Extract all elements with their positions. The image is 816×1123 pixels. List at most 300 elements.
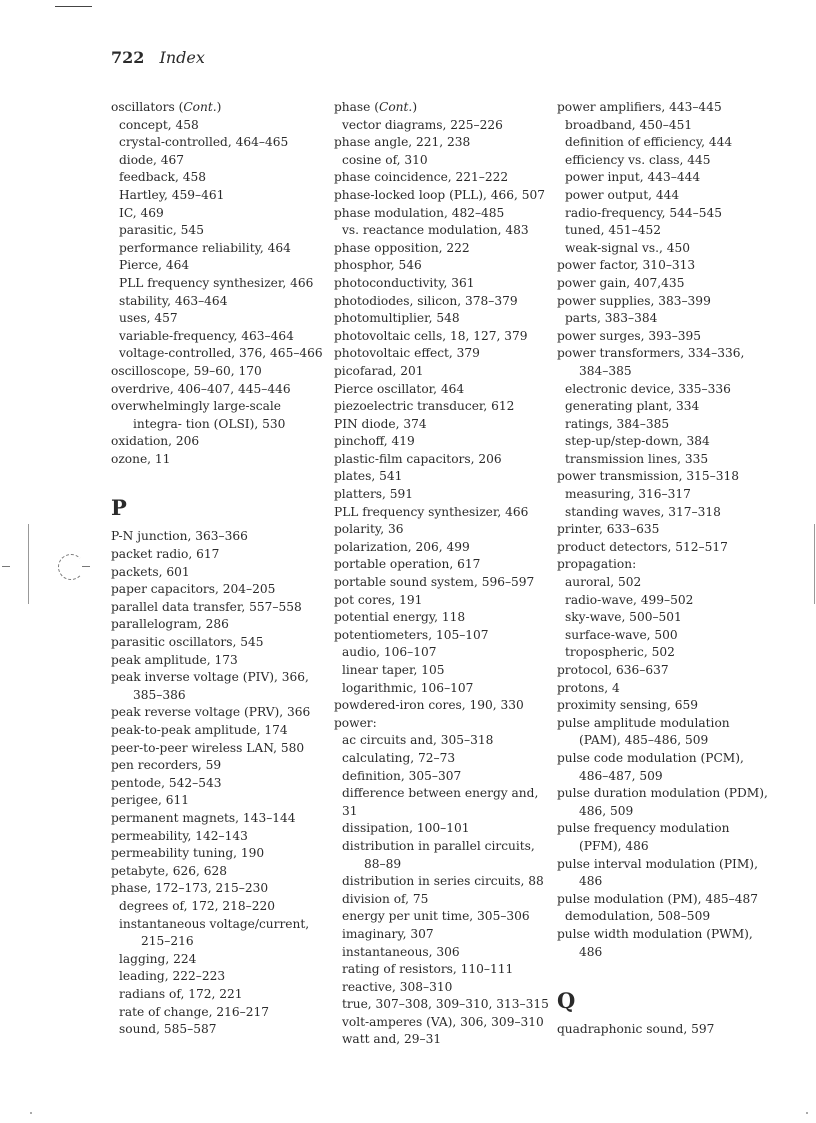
- crop-mark-top: [55, 6, 92, 7]
- index-subentry: [111, 898, 326, 916]
- index-entry: [111, 564, 326, 582]
- index-subentry: [334, 152, 549, 170]
- entry-text: vs. reactance modulation, 483: [342, 223, 529, 238]
- index-entry: [557, 1021, 772, 1039]
- entry-text: phase, 172–173, 215–230: [111, 881, 269, 896]
- entry-text: phase-locked loop (PLL), 466, 507: [334, 187, 546, 202]
- entry-text: lagging, 224: [119, 951, 197, 966]
- running-header: [111, 48, 205, 67]
- index-entry: [334, 627, 549, 645]
- entry-text: instantaneous, 306: [342, 944, 460, 959]
- index-subentry: [111, 134, 326, 152]
- index-entry: [557, 468, 772, 486]
- index-entry: [334, 345, 549, 363]
- entry-text: radio-wave, 499–502: [565, 592, 694, 607]
- index-subentry: [557, 117, 772, 135]
- index-entry: [557, 662, 772, 680]
- index-entry: [334, 468, 549, 486]
- entry-text: difference between energy and, 31: [342, 786, 539, 818]
- entry-text: photovoltaic cells, 18, 127, 379: [334, 328, 528, 343]
- index-subentry: [111, 257, 326, 275]
- entry-text: power factor, 310–313: [557, 258, 696, 273]
- entry-continuation: 486: [579, 874, 603, 889]
- index-entry: [111, 810, 326, 828]
- entry-text: transmission lines, 335: [565, 451, 709, 466]
- entry-text: packet radio, 617: [111, 547, 220, 562]
- entry-text: variable-frequency, 463–464: [119, 328, 294, 343]
- registration-mark-icon: [58, 554, 84, 580]
- margin-rule-left: [28, 524, 29, 604]
- index-subentry: [557, 152, 772, 170]
- entry-text: pulse modulation (PM), 485–487: [557, 891, 759, 906]
- entry-text: plastic-film capacitors, 206: [334, 451, 502, 466]
- index-subentry: [334, 891, 549, 909]
- index-subentry: [334, 768, 549, 786]
- entry-text: permanent magnets, 143–144: [111, 810, 296, 825]
- index-entry: [334, 205, 549, 223]
- index-entry: [557, 257, 772, 275]
- entry-text: imaginary, 307: [342, 926, 434, 941]
- entry-text: vector diagrams, 225–226: [342, 117, 503, 132]
- index-entry: [111, 828, 326, 846]
- entry-continuation: 486–487, 509: [579, 768, 663, 783]
- index-entry: [557, 820, 772, 855]
- entry-text: peak inverse voltage (PIV), 366,: [111, 670, 309, 685]
- entry-text: perigee, 611: [111, 793, 189, 808]
- index-entry: [111, 757, 326, 775]
- index-subentry: [334, 996, 549, 1014]
- entry-text: parts, 383–384: [565, 311, 658, 326]
- entry-text: efficiency vs. class, 445: [565, 152, 711, 167]
- index-subentry: [334, 961, 549, 979]
- entry-text: watt and, 29–31: [342, 1032, 442, 1047]
- entry-text: phase opposition, 222: [334, 240, 470, 255]
- entry-continuation: 385–386: [133, 687, 186, 702]
- entry-text: potential energy, 118: [334, 610, 466, 625]
- entry-text: PIN diode, 374: [334, 416, 427, 431]
- index-entry: [111, 863, 326, 881]
- index-entry: [334, 416, 549, 434]
- index-entry: [111, 433, 326, 451]
- index-entry: [111, 792, 326, 810]
- entry-text: photodiodes, silicon, 378–379: [334, 293, 518, 308]
- index-subentry: [557, 486, 772, 504]
- index-entry: [334, 574, 549, 592]
- index-entry: [557, 856, 772, 891]
- index-subentry: [111, 169, 326, 187]
- index-subentry: [557, 908, 772, 926]
- index-subentry: [111, 345, 326, 363]
- entry-text: oscilloscope, 59–60, 170: [111, 363, 262, 378]
- index-entry: [557, 99, 772, 117]
- registration-dash-left: [2, 566, 10, 567]
- entry-text: proximity sensing, 659: [557, 698, 698, 713]
- entry-text: peak reverse voltage (PRV), 366: [111, 705, 311, 720]
- entry-text: powdered-iron cores, 190, 330: [334, 698, 524, 713]
- entry-continuation: 486: [625, 838, 649, 853]
- index-entry: [557, 715, 772, 750]
- index-entry: [334, 539, 549, 557]
- index-entry: [111, 99, 326, 117]
- index-entry: [334, 398, 549, 416]
- index-subentry: [557, 433, 772, 451]
- index-entry: [334, 715, 549, 733]
- index-subentry: [557, 644, 772, 662]
- index-subentry: [111, 240, 326, 258]
- index-column-3: [557, 99, 772, 1039]
- entry-text: logarithmic, 106–107: [342, 680, 474, 695]
- entry-text: feedback, 458: [119, 170, 207, 185]
- index-subentry: [111, 152, 326, 170]
- entry-text: voltage-controlled, 376, 465–466: [119, 346, 323, 361]
- entry-text: Hartley, 459–461: [119, 187, 225, 202]
- index-entry: [111, 722, 326, 740]
- entry-text: phase coincidence, 221–222: [334, 170, 509, 185]
- entry-text: crystal-controlled, 464–465: [119, 135, 289, 150]
- entry-text: polarity, 36: [334, 522, 404, 537]
- index-subentry: [334, 732, 549, 750]
- index-subentry: [111, 968, 326, 986]
- section-letter-heading: P: [111, 495, 127, 521]
- page-number: 722: [111, 48, 145, 67]
- index-subentry: [557, 574, 772, 592]
- entry-text: P-N junction, 363–366: [111, 529, 248, 544]
- entry-text: portable sound system, 596–597: [334, 575, 535, 590]
- index-entry: [334, 592, 549, 610]
- entry-text: distribution in series circuits, 88: [342, 874, 544, 889]
- entry-text: parallelogram, 286: [111, 617, 229, 632]
- index-entry: [111, 880, 326, 898]
- entry-text: photoconductivity, 361: [334, 275, 475, 290]
- section-letter-heading: Q: [557, 988, 576, 1014]
- index-subentry: [334, 680, 549, 698]
- entry-text: electronic device, 335–336: [565, 381, 731, 396]
- index-subentry: [334, 662, 549, 680]
- entry-text: propagation:: [557, 557, 637, 572]
- entry-text: distribution in parallel circuits,: [342, 838, 535, 853]
- index-entry: [557, 785, 772, 820]
- index-entry: [334, 381, 549, 399]
- entry-text-close: ): [216, 100, 222, 114]
- entry-text: reactive, 308–310: [342, 979, 453, 994]
- index-entry: [334, 451, 549, 469]
- entry-text: pulse frequency modulation (PFM),: [557, 821, 730, 853]
- index-subentry: [557, 416, 772, 434]
- entry-text: diode, 467: [119, 152, 185, 167]
- index-entry: [334, 504, 549, 522]
- index-subentry: [334, 117, 549, 135]
- entry-text: radians of, 172, 221: [119, 986, 243, 1001]
- index-subentry: [334, 944, 549, 962]
- index-subentry: [557, 627, 772, 645]
- index-entry: [334, 556, 549, 574]
- entry-text: pinchoff, 419: [334, 434, 415, 449]
- entry-text: quadraphonic sound, 597: [557, 1022, 715, 1037]
- entry-continuation: 486, 509: [579, 803, 634, 818]
- index-subentry: [111, 1021, 326, 1039]
- index-subentry: [111, 222, 326, 240]
- index-entry: [111, 581, 326, 599]
- entry-text: permeability tuning, 190: [111, 846, 265, 861]
- entry-text: pulse duration modulation (PDM),: [557, 786, 768, 801]
- index-entry: [111, 616, 326, 634]
- entry-text: leading, 222–223: [119, 969, 226, 984]
- index-entry: [111, 652, 326, 670]
- entry-text: overdrive, 406–407, 445–446: [111, 381, 291, 396]
- index-entry: [334, 169, 549, 187]
- index-entry: [557, 345, 772, 380]
- entry-text: photomultiplier, 548: [334, 311, 460, 326]
- entry-text: PLL frequency synthesizer, 466: [334, 504, 529, 519]
- index-entry: [334, 363, 549, 381]
- entry-text: definition of efficiency, 444: [565, 135, 733, 150]
- entry-text: auroral, 502: [565, 575, 642, 590]
- entry-text: printer, 633–635: [557, 522, 660, 537]
- entry-text: true, 307–308, 309–310, 313–315: [342, 997, 549, 1012]
- index-subentry: [557, 609, 772, 627]
- index-entry: [111, 451, 326, 469]
- index-subentry: [334, 1031, 549, 1049]
- entry-text: sky-wave, 500–501: [565, 610, 682, 625]
- entry-text: uses, 457: [119, 311, 178, 326]
- index-entry: [334, 609, 549, 627]
- entry-text: power surges, 393–395: [557, 328, 702, 343]
- entry-text: phosphor, 546: [334, 258, 422, 273]
- entry-text: power supplies, 383–399: [557, 293, 711, 308]
- entry-text: phase angle, 221, 238: [334, 135, 471, 150]
- entry-text: parallel data transfer, 557–558: [111, 599, 302, 614]
- entry-text: step-up/step-down, 384: [565, 434, 710, 449]
- entry-text: pen recorders, 59: [111, 758, 222, 773]
- entry-text-close: ): [412, 100, 418, 114]
- index-entry: [334, 521, 549, 539]
- index-entry: [557, 556, 772, 574]
- index-column-1: [111, 99, 326, 1039]
- index-entry: [111, 363, 326, 381]
- entry-text: pulse code modulation (PCM),: [557, 750, 744, 765]
- index-entry: [557, 697, 772, 715]
- entry-continuation: 88–89: [364, 856, 402, 871]
- index-column-2: [334, 99, 549, 1049]
- entry-text: measuring, 316–317: [565, 487, 691, 502]
- index-subentry: [557, 134, 772, 152]
- index-subentry: [334, 222, 549, 240]
- entry-text: IC, 469: [119, 205, 164, 220]
- index-entry: [334, 310, 549, 328]
- index-entry: [334, 433, 549, 451]
- index-subentry: [557, 169, 772, 187]
- entry-text: phase modulation, 482–485: [334, 205, 505, 220]
- index-entry: [334, 99, 549, 117]
- entry-text: plates, 541: [334, 469, 403, 484]
- index-subentry: [111, 916, 326, 951]
- index-subentry: [334, 926, 549, 944]
- entry-text: surface-wave, 500: [565, 627, 678, 642]
- entry-text: power output, 444: [565, 187, 680, 202]
- index-entry: [557, 750, 772, 785]
- index-subentry: [334, 644, 549, 662]
- entry-text: pulse amplitude modulation (PAM),: [557, 715, 730, 748]
- entry-text: petabyte, 626, 628: [111, 863, 227, 878]
- entry-text: overwhelmingly large-scale integra-: [111, 399, 281, 431]
- index-entry: [111, 775, 326, 793]
- index-entry: [111, 528, 326, 546]
- running-title: Index: [159, 48, 205, 67]
- index-entry: [111, 599, 326, 617]
- entry-text: permeability, 142–143: [111, 828, 248, 843]
- entry-text: portable operation, 617: [334, 557, 481, 572]
- entry-text: weak-signal vs., 450: [565, 240, 691, 255]
- entry-continuation: 485–486, 509: [624, 733, 709, 748]
- entry-text: pot cores, 191: [334, 592, 423, 607]
- entry-text: audio, 106–107: [342, 645, 437, 660]
- index-subentry: [557, 205, 772, 223]
- index-entry: [334, 697, 549, 715]
- index-subentry: [111, 328, 326, 346]
- entry-text: power amplifiers, 443–445: [557, 100, 722, 114]
- entry-text: potentiometers, 105–107: [334, 627, 489, 642]
- entry-continued-label: Cont.: [183, 100, 217, 114]
- entry-text: pulse width modulation (PWM),: [557, 926, 753, 941]
- entry-text: protocol, 636–637: [557, 663, 669, 677]
- index-entry: [334, 328, 549, 346]
- index-subentry: [111, 293, 326, 311]
- index-entry: [111, 845, 326, 863]
- entry-text: performance reliability, 464: [119, 240, 291, 255]
- entry-continuation: 486: [579, 944, 603, 959]
- index-subentry: [111, 310, 326, 328]
- entry-text: oscillators (: [111, 100, 184, 114]
- entry-text: linear taper, 105: [342, 663, 445, 677]
- entry-continuation: 215–216: [141, 934, 194, 949]
- index-subentry: [111, 275, 326, 293]
- entry-text: Pierce oscillator, 464: [334, 381, 465, 396]
- index-subentry: [334, 908, 549, 926]
- index-entry: [111, 546, 326, 564]
- entry-text: dissipation, 100–101: [342, 821, 470, 836]
- index-subentry: [557, 504, 772, 522]
- index-entry: [557, 926, 772, 961]
- entry-text: radio-frequency, 544–545: [565, 205, 722, 220]
- corner-tick: [806, 1112, 808, 1114]
- entry-text: tuned, 451–452: [565, 223, 661, 238]
- entry-text: parasitic oscillators, 545: [111, 635, 264, 650]
- entry-text: PLL frequency synthesizer, 466: [119, 275, 314, 290]
- entry-text: tropospheric, 502: [565, 645, 675, 660]
- index-subentry: [557, 381, 772, 399]
- entry-text: definition, 305–307: [342, 768, 462, 783]
- entry-text: power transmission, 315–318: [557, 469, 739, 484]
- index-subentry: [111, 951, 326, 969]
- index-entry: [111, 669, 326, 704]
- entry-text: demodulation, 508–509: [565, 909, 711, 924]
- index-entry: [111, 381, 326, 399]
- entry-text: Pierce, 464: [119, 258, 190, 273]
- entry-text: picofarad, 201: [334, 363, 424, 378]
- index-entry: [557, 521, 772, 539]
- index-subentry: [334, 1014, 549, 1032]
- index-subentry: [334, 820, 549, 838]
- index-subentry: [334, 785, 549, 820]
- index-entry: [111, 634, 326, 652]
- entry-continuation: tion (OLSI), 530: [185, 416, 286, 431]
- index-entry: [111, 398, 326, 433]
- index-entry: [334, 486, 549, 504]
- entry-text: energy per unit time, 305–306: [342, 909, 530, 924]
- entry-text: polarization, 206, 499: [334, 539, 470, 554]
- entry-text: ac circuits and, 305–318: [342, 733, 494, 748]
- entry-text: power gain, 407,435: [557, 275, 685, 290]
- entry-text: peak amplitude, 173: [111, 652, 238, 667]
- entry-text: power:: [334, 715, 377, 730]
- entry-text: volt-amperes (VA), 306, 309–310: [342, 1014, 544, 1029]
- entry-text: platters, 591: [334, 487, 414, 502]
- entry-text: protons, 4: [557, 680, 620, 695]
- entry-text: ratings, 384–385: [565, 416, 670, 431]
- entry-text: power transformers, 334–336,: [557, 346, 745, 361]
- entry-text: peak-to-peak amplitude, 174: [111, 723, 288, 737]
- entry-text: degrees of, 172, 218–220: [119, 898, 275, 913]
- entry-text: concept, 458: [119, 117, 199, 132]
- index-subentry: [111, 205, 326, 223]
- entry-text: parasitic, 545: [119, 223, 204, 238]
- index-entry: [557, 680, 772, 698]
- entry-text: photovoltaic effect, 379: [334, 346, 480, 361]
- index-subentry: [557, 398, 772, 416]
- index-entry: [557, 539, 772, 557]
- entry-text: stability, 463–464: [119, 293, 228, 308]
- entry-text: instantaneous voltage/current,: [119, 916, 310, 931]
- index-subentry: [111, 986, 326, 1004]
- index-subentry: [557, 451, 772, 469]
- index-entry: [334, 187, 549, 205]
- entry-text: oxidation, 206: [111, 434, 200, 449]
- entry-text: pentode, 542–543: [111, 775, 222, 790]
- index-subentry: [111, 117, 326, 135]
- entry-text: calculating, 72–73: [342, 750, 456, 765]
- index-entry: [111, 740, 326, 758]
- index-entry: [334, 293, 549, 311]
- entry-text: packets, 601: [111, 564, 190, 579]
- entry-continuation: 384–385: [579, 363, 632, 378]
- corner-tick: [30, 1112, 32, 1114]
- index-subentry: [557, 310, 772, 328]
- index-entry: [557, 891, 772, 909]
- index-subentry: [557, 187, 772, 205]
- entry-text: rate of change, 216–217: [119, 1004, 269, 1019]
- entry-continued-label: Cont.: [379, 100, 413, 114]
- entry-text: rating of resistors, 110–111: [342, 962, 514, 977]
- entry-text: standing waves, 317–318: [565, 504, 721, 519]
- entry-text: pulse interval modulation (PIM),: [557, 856, 758, 871]
- index-entry: [557, 275, 772, 293]
- index-entry: [334, 275, 549, 293]
- index-entry: [111, 704, 326, 722]
- index-subentry: [557, 592, 772, 610]
- entry-text: cosine of, 310: [342, 152, 428, 167]
- index-entry: [334, 240, 549, 258]
- index-subentry: [111, 1004, 326, 1022]
- entry-text: piezoelectric transducer, 612: [334, 399, 515, 414]
- entry-text: phase (: [334, 100, 380, 114]
- entry-text: generating plant, 334: [565, 399, 700, 414]
- index-subentry: [334, 979, 549, 997]
- entry-text: sound, 585–587: [119, 1022, 217, 1037]
- index-subentry: [557, 222, 772, 240]
- index-subentry: [557, 240, 772, 258]
- index-entry: [557, 293, 772, 311]
- index-subentry: [111, 187, 326, 205]
